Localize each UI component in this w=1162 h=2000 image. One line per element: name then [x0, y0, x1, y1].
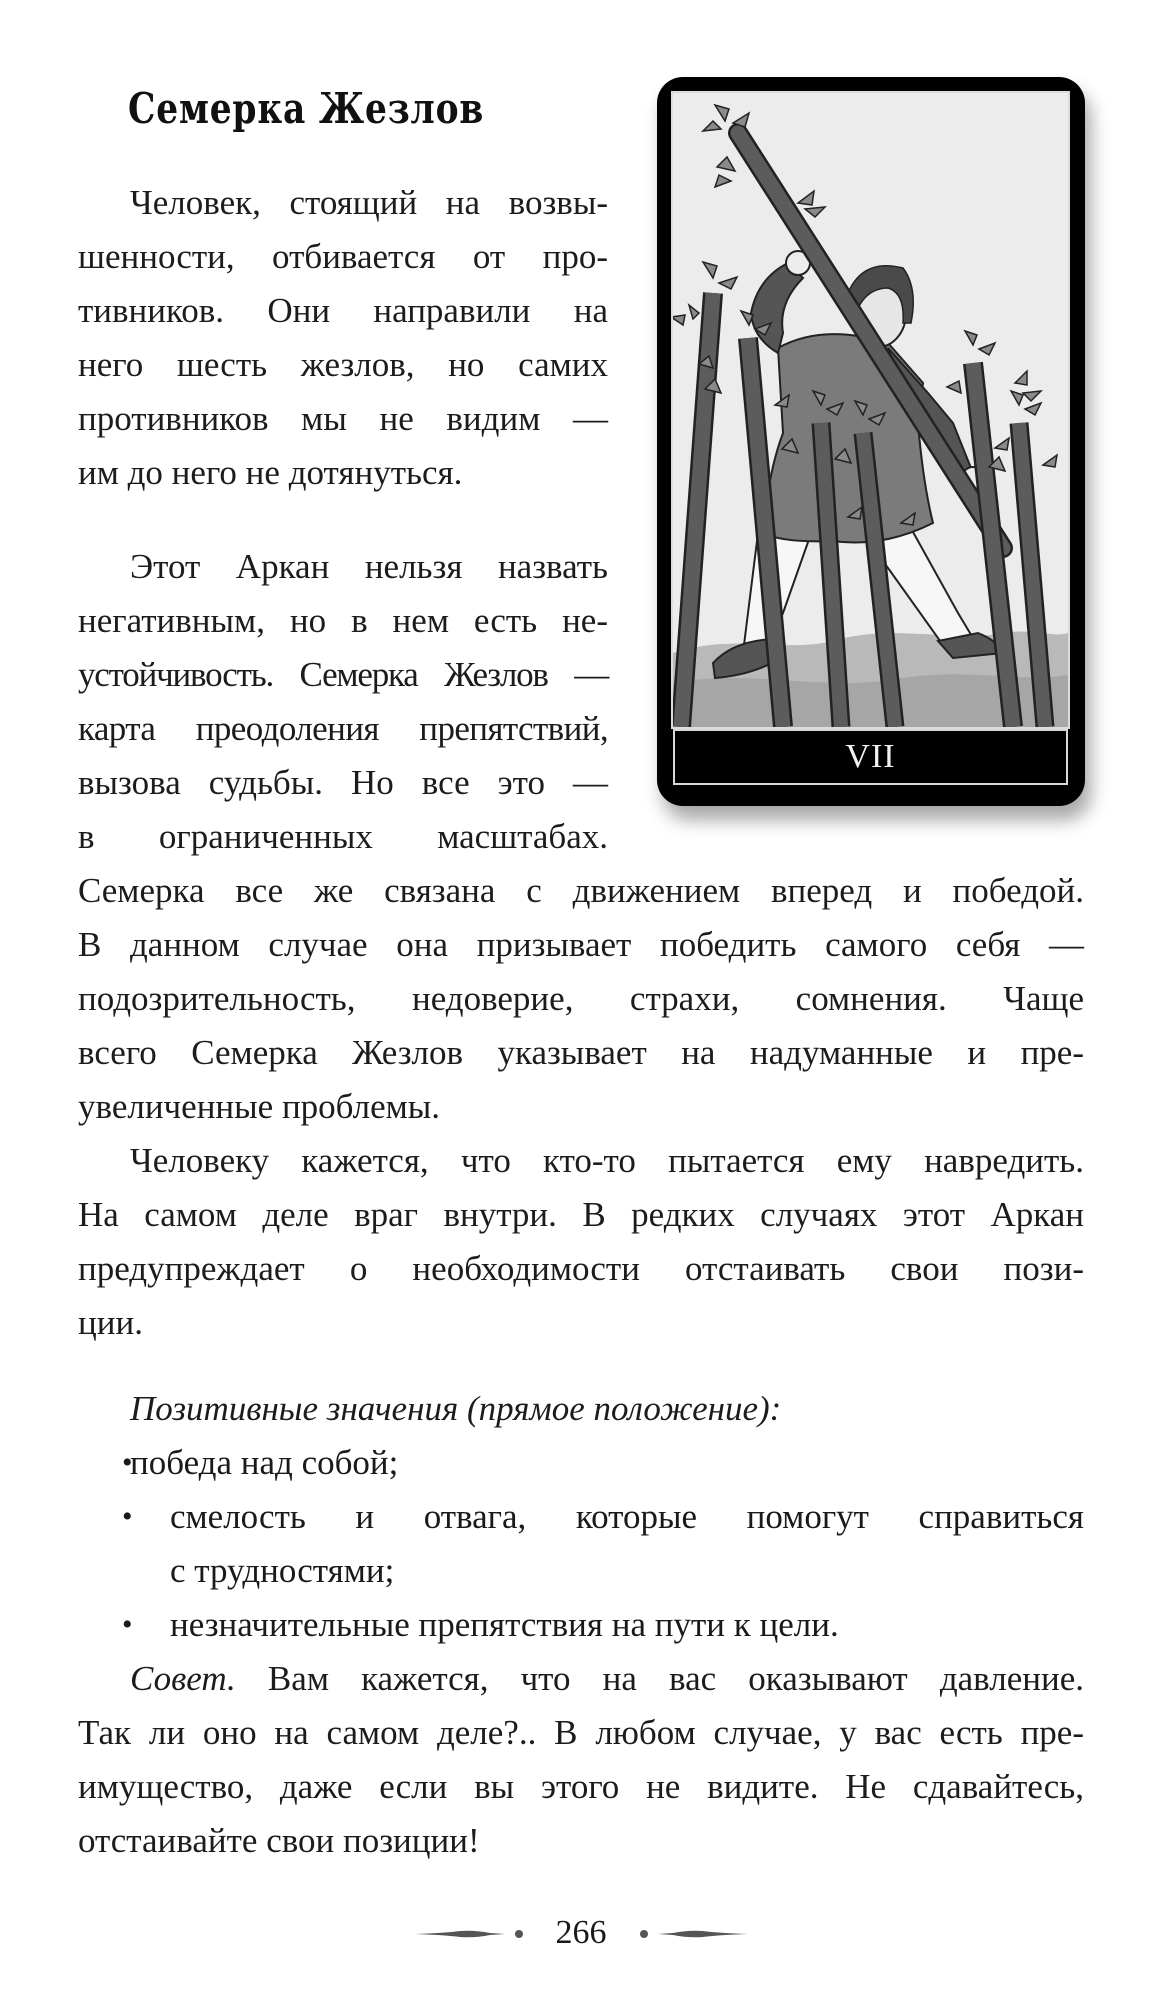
card-numeral: VII	[673, 729, 1068, 785]
positive-meanings-list	[78, 1436, 1084, 1652]
text-line: предупреждает о необходимости отстаивать свои пози-	[78, 1249, 1084, 1288]
text-line: карта преодоления препятствий,	[78, 709, 608, 748]
list-item	[78, 1598, 1084, 1652]
section-title: Семерка Жезлов	[128, 84, 485, 133]
text-line: него шесть жезлов, но самих	[78, 345, 608, 384]
list-item-text: с трудностями;	[170, 1551, 395, 1590]
text-line: Совет. Вам кажется, что на вас оказывают давление.	[130, 1659, 1084, 1698]
advice-label: Совет.	[130, 1659, 236, 1698]
text-line: им до него не дотянуться.	[78, 453, 463, 492]
text-line: имущество, даже если вы этого не видите. Не сдавайтесь,	[78, 1767, 1084, 1806]
page-footer	[0, 1908, 1162, 1958]
text-line: Этот Аркан нельзя назвать	[130, 547, 608, 586]
bullet-icon: •	[122, 1446, 133, 1479]
list-item	[78, 1436, 1084, 1490]
list-item-continuation	[78, 1544, 1084, 1598]
positive-meanings-heading	[78, 1382, 1084, 1436]
text-line: противников мы не видим —	[78, 399, 608, 438]
paragraph-meaning-narrow	[78, 540, 608, 864]
text-line: ции.	[78, 1303, 143, 1342]
text-line: всего Семерка Жезлов указывает на надуманные и пре-	[78, 1033, 1084, 1072]
text-line: Позитивные значения (прямое положение):	[130, 1389, 782, 1428]
paragraph-intro	[78, 176, 608, 500]
page-number: 266	[555, 1914, 607, 1951]
text-line: Человеку кажется, что кто-то пытается ему навредить.	[130, 1141, 1084, 1180]
text-line: в ограниченных масштабах.	[78, 817, 608, 856]
text-line: отстаивайте свои позиции!	[78, 1821, 480, 1860]
list-item-text: смелость и отвага, которые помогут справиться	[170, 1497, 1084, 1536]
text-line: тивников. Они направили на	[78, 291, 608, 330]
list-item-text: незначительные препятствия на пути к цели.	[170, 1605, 839, 1644]
text-line: устойчивость. Семерка Жезлов —	[78, 655, 608, 694]
list-item-text: победа над собой;	[130, 1443, 399, 1482]
text-line: Семерка все же связана с движением вперед и победой.	[78, 871, 1084, 910]
text-line: негативным, но в нем есть не-	[78, 601, 608, 640]
text-line: вызова судьбы. Но все это —	[78, 763, 608, 802]
text-line: шенности, отбивается от про-	[78, 237, 608, 276]
bullet-icon: •	[122, 1608, 133, 1641]
bullet-icon: •	[122, 1500, 133, 1533]
right-ornament-icon	[638, 1930, 748, 1938]
text-line: увеличенные проблемы.	[78, 1087, 441, 1126]
text-line: На самом деле враг внутри. В редких случаях этот Аркан	[78, 1195, 1084, 1234]
text-line: подозрительность, недоверие, страхи, сомнения. Чаще	[78, 979, 1084, 1018]
seven-of-wands-illustration	[673, 93, 1068, 727]
list-item	[78, 1490, 1084, 1544]
paragraph-meaning-full	[78, 864, 1084, 1134]
text-line: Человек, стоящий на возвы-	[130, 183, 608, 222]
tarot-card	[657, 77, 1085, 806]
text-line: Так ли оно на самом деле?.. В любом случае, у вас есть пре-	[78, 1713, 1084, 1752]
text-line: В данном случае она призывает победить самого себя —	[78, 925, 1084, 964]
figure-tunic	[763, 334, 933, 542]
paragraph-warning	[78, 1134, 1084, 1350]
advice-paragraph	[78, 1652, 1084, 1868]
